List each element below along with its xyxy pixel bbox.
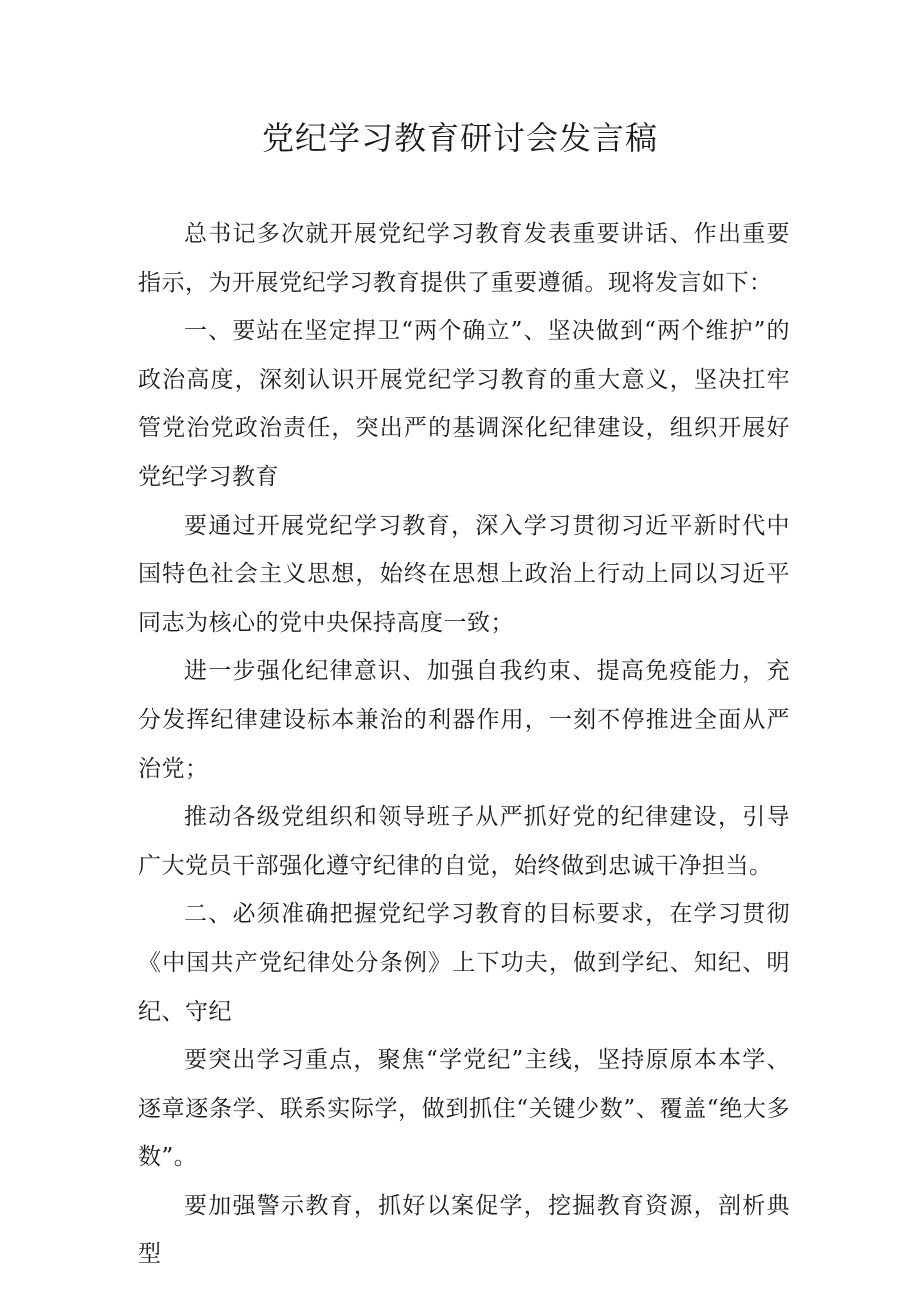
paragraph: 进一步强化纪律意识、加强自我约束、提高免疫能力，充分发挥纪律建设标本兼治的利器作用，一刻不停推进全面从严治党； xyxy=(138,658,790,782)
paragraph: 要通过开展党纪学习教育，深入学习贯彻习近平新时代中国特色社会主义思想，始终在思想上政治上行动上同以习近平同志为核心的党中央保持高度一致； xyxy=(138,512,790,636)
paragraph: 推动各级党组织和领导班子从严抓好党的纪律建设，引导广大党员干部强化遵守纪律的自觉，始终做到忠诚干净担当。 xyxy=(138,804,790,879)
document-body xyxy=(138,210,790,1279)
paragraph-section-one-heading: 一、要站在坚定捍卫“两个确立”、坚决做到“两个维护”的政治高度，深刻认识开展党纪学习教育的重大意义，坚决扛牢管党治党政治责任，突出严的基调深化纪律建设，组织开展好党纪学习教育 xyxy=(138,318,790,490)
paragraph: 要加强警示教育，抓好以案促学，挖掘教育资源，剖析典型 xyxy=(138,1192,790,1268)
paragraph: 要突出学习重点，聚焦“学党纪”主线，坚持原原本本学、逐章逐条学、联系实际学，做到抓住“关键少数”、覆盖“绝大多数”。 xyxy=(138,1047,790,1171)
paragraph-intro: 总书记多次就开展党纪学习教育发表重要讲话、作出重要指示，为开展党纪学习教育提供了重要遵循。现将发言如下： xyxy=(138,221,790,296)
document-title: 党纪学习教育研讨会发言稿 xyxy=(261,119,658,157)
paragraph-section-two-heading: 二、必须准确把握党纪学习教育的目标要求，在学习贯彻《中国共产党纪律处分条例》上下功夫，做到学纪、知纪、明纪、守纪 xyxy=(138,901,790,1025)
